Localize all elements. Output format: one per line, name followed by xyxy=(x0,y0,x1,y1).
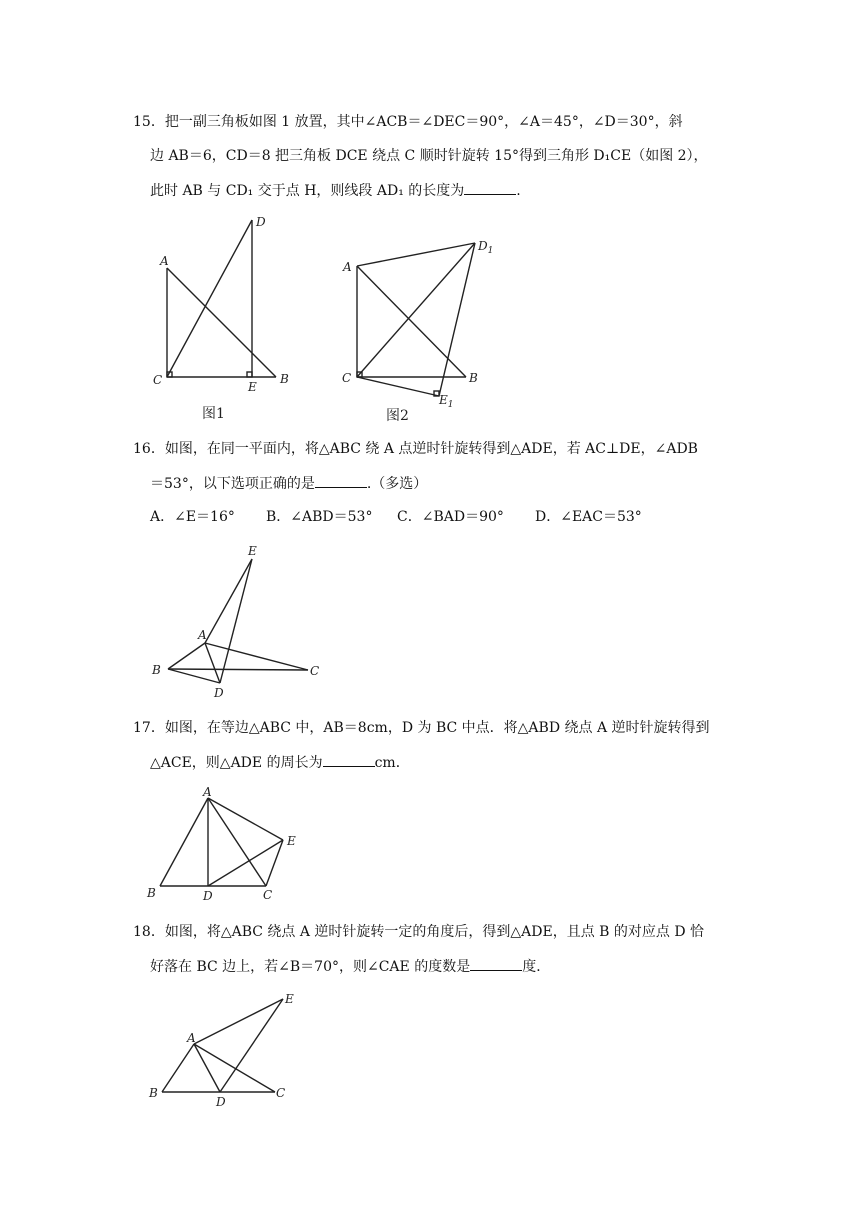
q15-figure-1 xyxy=(140,208,310,428)
q18-text-line-1: 18．如图，将△ABC 绕点 A 逆时针旋转一定的角度后，得到△ADE，且点 B 的对应点 D 恰 xyxy=(133,924,705,940)
q18-text-line-2a: 好落在 BC 边上，若∠B＝70°，则∠CAE 的度数是 xyxy=(150,959,471,975)
fig2-label-b: B xyxy=(469,371,478,385)
fig2-label-c: C xyxy=(342,371,352,385)
fig17-label-a: A xyxy=(203,787,212,799)
q17-text-line-2 xyxy=(150,752,410,773)
answer-blank-q18[interactable] xyxy=(470,956,522,971)
fig1-label-b: B xyxy=(280,372,289,386)
fig16-label-e: E xyxy=(248,544,257,558)
fig16-label-c: C xyxy=(310,664,320,678)
fig17-label-d: D xyxy=(203,889,213,903)
fig16-label-b: B xyxy=(152,663,161,677)
answer-blank-q17[interactable] xyxy=(323,752,375,767)
fig18-label-b: B xyxy=(149,1086,158,1100)
q16-text-line-2a: ＝53°，以下选项正确的是 xyxy=(150,476,315,492)
q17-text-line-2a: △ACE，则△ADE 的周长为 xyxy=(150,755,323,771)
fig1-label-e: E xyxy=(248,380,257,394)
fig2-caption: 图2 xyxy=(386,408,409,424)
fig1-caption: 图1 xyxy=(202,406,225,422)
q15-text-line-2: 边 AB＝6，CD＝8 把三角板 DCE 绕点 C 顺时针旋转 15°得到三角形 D₁CE（如图 2）， xyxy=(150,148,708,164)
q15-figure-2 xyxy=(335,234,505,428)
fig18-label-e: E xyxy=(285,992,294,1006)
q16-text-line-2 xyxy=(150,473,427,494)
fig18-label-a: A xyxy=(187,1031,196,1045)
fig17-label-c: C xyxy=(263,888,273,902)
fig1-label-a: A xyxy=(160,254,169,268)
q15-text-line-3a: 此时 AB 与 CD₁ 交于点 H，则线段 AD₁ 的长度为 xyxy=(150,183,465,199)
fig2-label-d1: $D_1$ xyxy=(478,239,494,256)
fig16-label-a: A xyxy=(198,628,207,642)
q18-text-line-2b: 度． xyxy=(522,959,551,975)
q16-text-line-2b: .（多选） xyxy=(366,476,428,492)
fig2-label-e1: $E_1$ xyxy=(439,393,454,410)
q18-figure xyxy=(145,990,305,1108)
fig2-label-a: A xyxy=(343,260,352,274)
answer-blank-q16[interactable] xyxy=(315,473,367,488)
q17-text-line-1: 17．如图，在等边△ABC 中，AB＝8cm，D 为 BC 中点．将△ABD 绕点 A 逆时针旋转得到 xyxy=(133,720,710,736)
q18-text-line-2 xyxy=(150,956,550,977)
q16-option-c[interactable]: C．∠BAD＝90° xyxy=(397,509,504,525)
q15-text-line-3b: . xyxy=(516,183,521,199)
fig17-label-b: B xyxy=(147,886,156,900)
fig1-label-d: D xyxy=(256,215,266,229)
fig16-label-d: D xyxy=(214,686,224,700)
answer-blank-q15[interactable] xyxy=(464,180,516,195)
fig18-label-d: D xyxy=(216,1095,226,1108)
fig18-label-c: C xyxy=(276,1086,286,1100)
q15-text-line-3 xyxy=(150,180,521,201)
q15-text-line-1: 15．把一副三角板如图 1 放置，其中∠ACB＝∠DEC＝90°，∠A＝45°，∠D＝30°，斜 xyxy=(133,114,683,130)
q16-option-b[interactable]: B．∠ABD＝53° xyxy=(266,509,373,525)
q17-text-line-2b: cm． xyxy=(374,755,410,771)
q17-figure xyxy=(145,787,315,905)
q16-option-a[interactable]: A．∠E＝16° xyxy=(150,509,235,525)
q16-option-d[interactable]: D．∠EAC＝53° xyxy=(535,509,642,525)
fig17-label-e: E xyxy=(287,834,296,848)
q16-text-line-1: 16．如图，在同一平面内，将△ABC 绕 A 点逆时针旋转得到△ADE，若 AC⊥DE，∠ADB xyxy=(133,441,698,457)
fig1-label-c: C xyxy=(153,373,163,387)
q16-figure xyxy=(150,541,330,705)
